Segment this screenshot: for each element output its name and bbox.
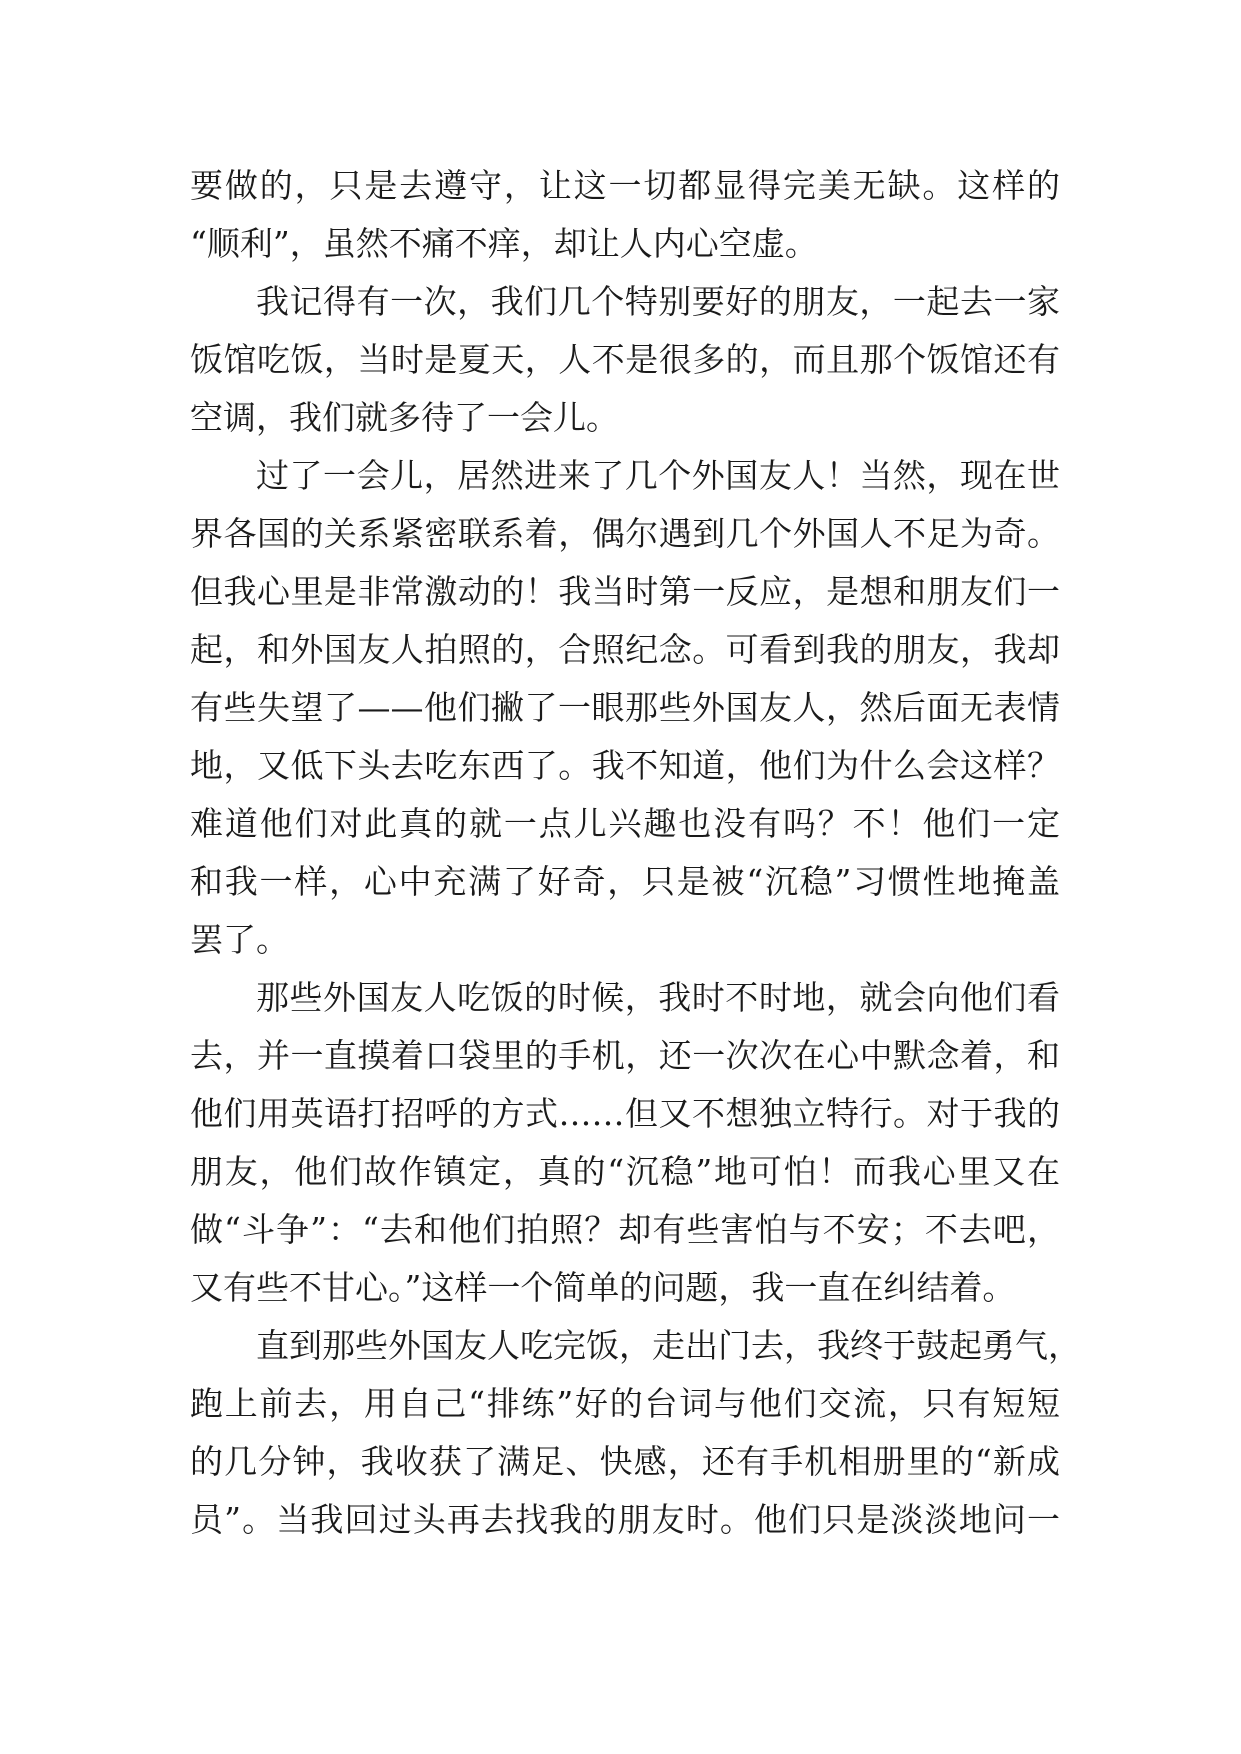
text-line: 罢了。 — [190, 920, 289, 959]
body-text — [190, 157, 1081, 1549]
text-line: 他们用英语打招呼的方式……但又不想独立特行。对于我的 — [190, 1094, 1060, 1133]
text-line: 那些外国友人吃饭的时候，我时不时地，就会向他们看 — [256, 978, 1060, 1017]
paragraph — [190, 273, 1060, 447]
text-line: 难道他们对此真的就一点儿兴趣也没有吗？不！他们一定 — [190, 804, 1060, 843]
text-line: 去，并一直摸着口袋里的手机，还一次次在心中默念着，和 — [190, 1036, 1060, 1075]
text-line: 直到那些外国友人吃完饭，走出门去，我终于鼓起勇气， — [256, 1326, 1081, 1365]
text-line: 做“斗争”：“去和他们拍照？却有些害怕与不安；不去吧， — [190, 1210, 1060, 1249]
text-line: 起，和外国友人拍照的，合照纪念。可看到我的朋友，我却 — [190, 630, 1060, 669]
text-line: 饭馆吃饭，当时是夏天，人不是很多的，而且那个饭馆还有 — [190, 340, 1060, 379]
text-line: 要做的，只是去遵守，让这一切都显得完美无缺。这样的 — [190, 166, 1060, 205]
paragraph — [190, 157, 1060, 273]
paragraph — [190, 447, 1060, 969]
text-line: 员”。当我回过头再去找我的朋友时。他们只是淡淡地问一 — [190, 1500, 1060, 1539]
text-line: 过了一会儿，居然进来了几个外国友人！当然，现在世 — [256, 456, 1060, 495]
paragraph — [190, 1317, 1081, 1549]
text-line: 的几分钟，我收获了满足、快感，还有手机相册里的“新成 — [190, 1442, 1060, 1481]
text-line: 但我心里是非常激动的！我当时第一反应，是想和朋友们一 — [190, 572, 1060, 611]
text-line: 界各国的关系紧密联系着，偶尔遇到几个外国人不足为奇。 — [190, 514, 1060, 553]
text-line: 地，又低下头去吃东西了。我不知道，他们为什么会这样？ — [190, 746, 1060, 785]
text-line: 我记得有一次，我们几个特别要好的朋友，一起去一家 — [256, 282, 1060, 321]
text-line: 朋友，他们故作镇定，真的“沉稳”地可怕！而我心里又在 — [190, 1152, 1060, 1191]
text-line: “顺利”，虽然不痛不痒，却让人内心空虚。 — [190, 224, 818, 263]
text-line: 有些失望了——他们撇了一眼那些外国友人，然后面无表情 — [190, 688, 1060, 727]
text-line: 又有些不甘心。”这样一个简单的问题，我一直在纠结着。 — [190, 1268, 1016, 1307]
text-line: 空调，我们就多待了一会儿。 — [190, 398, 619, 437]
text-line: 和我一样，心中充满了好奇，只是被“沉稳”习惯性地掩盖 — [190, 862, 1060, 901]
text-line: 跑上前去，用自己“排练”好的台词与他们交流，只有短短 — [190, 1384, 1060, 1423]
paragraph — [190, 969, 1060, 1317]
